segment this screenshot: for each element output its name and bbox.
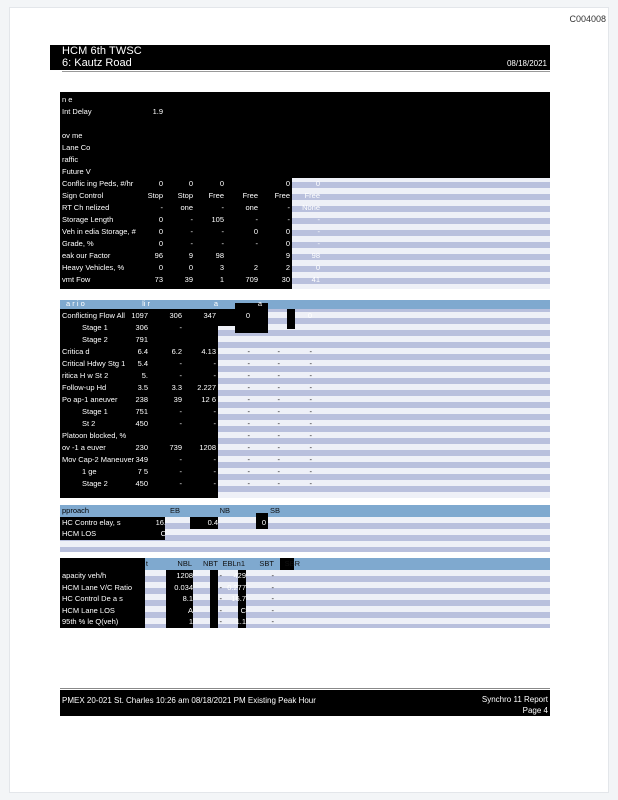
cell-value: 0 [245,311,250,320]
cell-value: - [221,239,224,248]
cell-value: 5.4 [137,359,148,368]
header-cell: SBR [284,559,300,568]
table-row [60,605,550,617]
row-label: Future V [62,167,91,176]
cell-value: - [309,419,312,428]
major-minor-table [60,300,550,498]
row-label: 1 ge [82,467,97,476]
row-label: Heavy Vehicles, % [62,263,125,272]
cell-value: 16. [155,518,166,527]
table-header-row [60,558,550,570]
table-row [60,274,550,286]
row-label: ov -1 a euver [62,443,106,452]
table-row [60,178,550,190]
cell-value: - [247,431,250,440]
cell-value: 39 [173,395,182,404]
footer-page-number: Page 4 [522,706,548,715]
cell-value: - [309,455,312,464]
cell-value: 0.277 [227,582,246,592]
cell-value: - [213,419,216,428]
row-label: Mov Cap-2 Maneuver [62,455,135,464]
cell-value: - [277,431,280,440]
cell-value: 0 [219,179,224,188]
table-row [60,202,550,214]
cell-value: 347 [203,311,216,320]
cell-value: 1208 [176,571,193,580]
table-row [60,262,550,274]
cell-value: 4.13 [201,347,216,356]
cell-value: 1.1 [235,617,246,626]
header-label: a r i o [66,299,85,308]
cell-value: 9 [188,251,193,260]
cell-value: 429 [233,571,246,580]
cell-value: - [213,407,216,416]
row-label: Conflic ing Peds, #/hr [62,179,134,188]
cell-value: Free [208,191,224,200]
header-cell: t [145,559,148,568]
table-row [60,394,550,406]
cell-value: - [179,407,182,416]
cell-value: - [247,443,250,452]
table-row [60,358,550,370]
row-label: Critical Hdwy Stg 1 [62,359,126,368]
row-label: n e [62,95,73,104]
cell-value: - [247,395,250,404]
cell-value: 0 [285,179,290,188]
approach-table [60,505,550,552]
cell-value: 306 [135,323,148,332]
cell-value: 0 [253,227,258,236]
cell-value: C [240,605,246,615]
cell-value: 105 [211,215,224,224]
cell-value: A [187,605,193,615]
cell-value: None [302,203,320,212]
cell-value: 6.4 [137,347,148,356]
cell-value: - [287,215,290,224]
cell-value: Stop [147,191,163,200]
table-row [60,430,550,442]
cell-value: - [309,479,312,488]
row-label: HCM Lane V/C Ratio [62,582,133,592]
row-label: HCM LOS [62,529,97,538]
cell-value: 2 [253,263,258,272]
table-row [60,118,550,130]
cell-value: 41 [311,275,320,284]
row-label: Platoon blocked, % [62,431,127,440]
footer-rule [60,688,550,689]
cell-value: - [247,407,250,416]
cell-value: Stop [177,191,193,200]
cell-value: 2 [285,263,290,272]
table-row [60,310,550,322]
cell-value: - [213,359,216,368]
cell-value: - [277,419,280,428]
cell-value: - [247,479,250,488]
row-label: Veh in edia Storage, # [62,227,136,236]
cell-value: 0 [261,518,266,527]
cell-value: - [219,571,222,580]
cell-value: 0 [315,263,320,272]
lane-table [60,558,550,628]
cell-value: 0 [188,179,193,188]
row-label: RT Ch nelized [62,203,110,212]
header-cell: a [213,299,218,308]
cell-value: - [221,227,224,236]
cell-value: - [317,227,320,236]
table-row [60,214,550,226]
cell-value: - [247,359,250,368]
cell-value: - [221,203,224,212]
cell-value: - [277,383,280,392]
cell-value: 98 [215,251,224,260]
cell-value: 0 [158,215,163,224]
table-row [60,582,550,594]
table-row [60,238,550,250]
table-row [60,250,550,262]
table-row [60,382,550,394]
row-label: Critica d [62,347,90,356]
row-label: Conflicting Flow All [62,311,125,320]
cell-value: 1.9 [152,107,163,116]
table-row [60,166,550,178]
cell-value: 16.7 [231,594,246,603]
cell-value: 30 [281,275,290,284]
row-label: raffic [62,155,79,164]
cell-value: 73 [154,275,163,284]
cell-value: 96 [154,251,163,260]
cell-value: 450 [135,479,148,488]
cell-value: one [180,203,193,212]
table-row [60,106,550,118]
cell-value: 3 [219,263,224,272]
report-footer [60,690,550,716]
cell-value: - [271,605,274,615]
header-cell: NBL [177,559,192,568]
cell-value: 8.1 [182,594,193,603]
table-row [60,226,550,238]
row-label: vmt Fow [62,275,91,284]
cell-value: 0 [158,239,163,248]
cell-value: - [277,347,280,356]
cell-value: Free [304,191,320,200]
cell-value: - [277,455,280,464]
row-label: ritica H w St 2 [62,371,109,380]
cell-value: 0 [158,263,163,272]
table-row [60,334,550,346]
table-row [60,616,550,628]
header-label: pproach [62,506,90,515]
intersection-name: 6: Kautz Road [62,57,132,69]
cell-value: - [277,395,280,404]
table-row [60,466,550,478]
cell-value: 0 [158,179,163,188]
cell-value: 0.4 [207,518,218,527]
row-label: Stage 1 [82,323,108,332]
row-label: 95th % le Q(veh) [62,617,119,626]
cell-value: - [219,617,222,626]
row-label: Int Delay [62,107,92,116]
row-label: HCM Lane LOS [62,605,115,615]
cell-value: 0 [315,179,320,188]
cell-value: - [271,617,274,626]
header-cell: SB [269,506,280,515]
cell-value: - [247,419,250,428]
cell-value: C [160,529,166,538]
cell-value: - [160,203,163,212]
cell-value: Free [274,191,290,200]
row-label: Follow-up Hd [62,383,107,392]
cell-value: - [247,371,250,380]
cell-value: - [309,383,312,392]
row-label: St 2 [82,419,96,428]
cell-value: - [213,479,216,488]
table-row [60,154,550,166]
cell-value: - [277,371,280,380]
cell-value: 739 [169,443,182,452]
row-label: HC Control De a s [62,594,123,603]
cell-value: 7 5 [137,467,148,476]
row-label: Stage 2 [82,479,108,488]
cell-value: 349 [135,455,148,464]
header-cell: EBLn1 [222,559,245,568]
row-label: Grade, % [62,239,94,248]
cell-value: 0 [188,263,193,272]
cell-value: 238 [135,395,148,404]
cell-value: 0 [158,227,163,236]
cell-value: - [277,467,280,476]
table-row [60,346,550,358]
cell-value: - [277,359,280,368]
cell-value: - [247,467,250,476]
cell-value: 0 [285,239,290,248]
cell-value: 3.5 [137,383,148,392]
cell-value: - [219,594,222,603]
header-cell: NBT [203,559,218,568]
row-label: ov me [62,131,83,140]
cell-value: - [309,359,312,368]
cell-value: - [247,347,250,356]
table-row [60,190,550,202]
cell-value: - [179,479,182,488]
table-row [60,528,550,540]
cell-value: 39 [184,275,193,284]
row-label: apacity veh/h [62,571,107,580]
cell-value: - [309,371,312,380]
cell-value: - [271,582,274,592]
cell-value: - [179,323,182,332]
row-label: Po ap-1 aneuver [62,395,118,404]
cell-value: - [179,467,182,476]
header-cell: EB [169,506,180,515]
table-row [60,570,550,582]
cell-value: 12 6 [201,395,216,404]
cell-value: - [179,371,182,380]
cell-value: - [213,455,216,464]
table-row [60,370,550,382]
cell-value: 0 [307,311,312,320]
report-header [50,45,550,70]
row-label: HC Contro elay, s [62,518,121,527]
intersection-table [60,92,550,289]
cell-value: - [309,443,312,452]
footer-project-info: PMEX 20-021 St. Charles 10:26 am 08/18/2021 PM Existing Peak Hour [62,696,316,705]
cell-value: 230 [135,443,148,452]
cell-value: 1097 [131,311,148,320]
table-row [60,593,550,605]
table-row [60,406,550,418]
cell-value: 5. [141,371,148,380]
document-id: C004008 [569,14,606,24]
cell-value: - [277,407,280,416]
header-cell: SBT [259,559,274,568]
cell-value: - [277,443,280,452]
cell-value: - [213,467,216,476]
cell-value: - [179,359,182,368]
cell-value: - [255,215,258,224]
cell-value: - [179,419,182,428]
cell-value: - [219,582,222,592]
cell-value: 9 [285,251,290,260]
cell-value: - [271,571,274,580]
cell-value: - [190,227,193,236]
table-row [60,442,550,454]
table-header-row [60,298,550,310]
cell-value: - [309,467,312,476]
cell-value: - [219,605,222,615]
row-label: eak our Factor [62,251,111,260]
cell-value: 1 [219,275,224,284]
cell-value: 0 [285,227,290,236]
cell-value: 2.227 [197,383,216,392]
cell-value: - [255,239,258,248]
table-row [60,418,550,430]
table-row [60,94,550,106]
table-row [60,130,550,142]
row-label: Stage 1 [82,407,108,416]
cell-value: 751 [135,407,148,416]
cell-value: 3.3 [171,383,182,392]
report-title: HCM 6th TWSC [62,45,142,57]
cell-value: 6.2 [171,347,182,356]
cell-value: - [317,239,320,248]
cell-value: one [245,203,258,212]
cell-value: - [190,215,193,224]
row-label: Stage 2 [82,335,108,344]
cell-value: - [271,594,274,603]
cell-value: - [309,407,312,416]
table-row [60,322,550,334]
cell-value: - [247,383,250,392]
header-rule [62,71,550,72]
cell-value: - [190,239,193,248]
header-cell: li r [142,299,150,308]
cell-value: - [309,347,312,356]
cell-value: - [287,203,290,212]
cell-value: 791 [135,335,148,344]
cell-value: - [277,479,280,488]
cell-value: - [309,431,312,440]
cell-value: 306 [169,311,182,320]
table-row [60,142,550,154]
report-date: 08/18/2021 [506,59,547,68]
cell-value: 0.034 [174,582,193,592]
cell-value: - [309,395,312,404]
cell-value: 709 [245,275,258,284]
row-label: Lane Co [62,143,91,152]
cell-value: Free [242,191,258,200]
footer-software: Synchro 11 Report [481,695,548,704]
cell-value: 1208 [199,443,216,452]
cell-value: - [317,215,320,224]
cell-value: 98 [311,251,320,260]
table-row [60,454,550,466]
table-header-row [60,505,550,517]
row-label: Sign Control [62,191,104,200]
table-row [60,478,550,490]
row-label: Storage Length [62,215,114,224]
cell-value: - [247,455,250,464]
header-cell: a [257,299,262,308]
cell-value: 450 [135,419,148,428]
header-cell: NB [219,506,230,515]
cell-value: 1 [188,617,193,626]
cell-value: - [179,455,182,464]
cell-value: - [213,371,216,380]
